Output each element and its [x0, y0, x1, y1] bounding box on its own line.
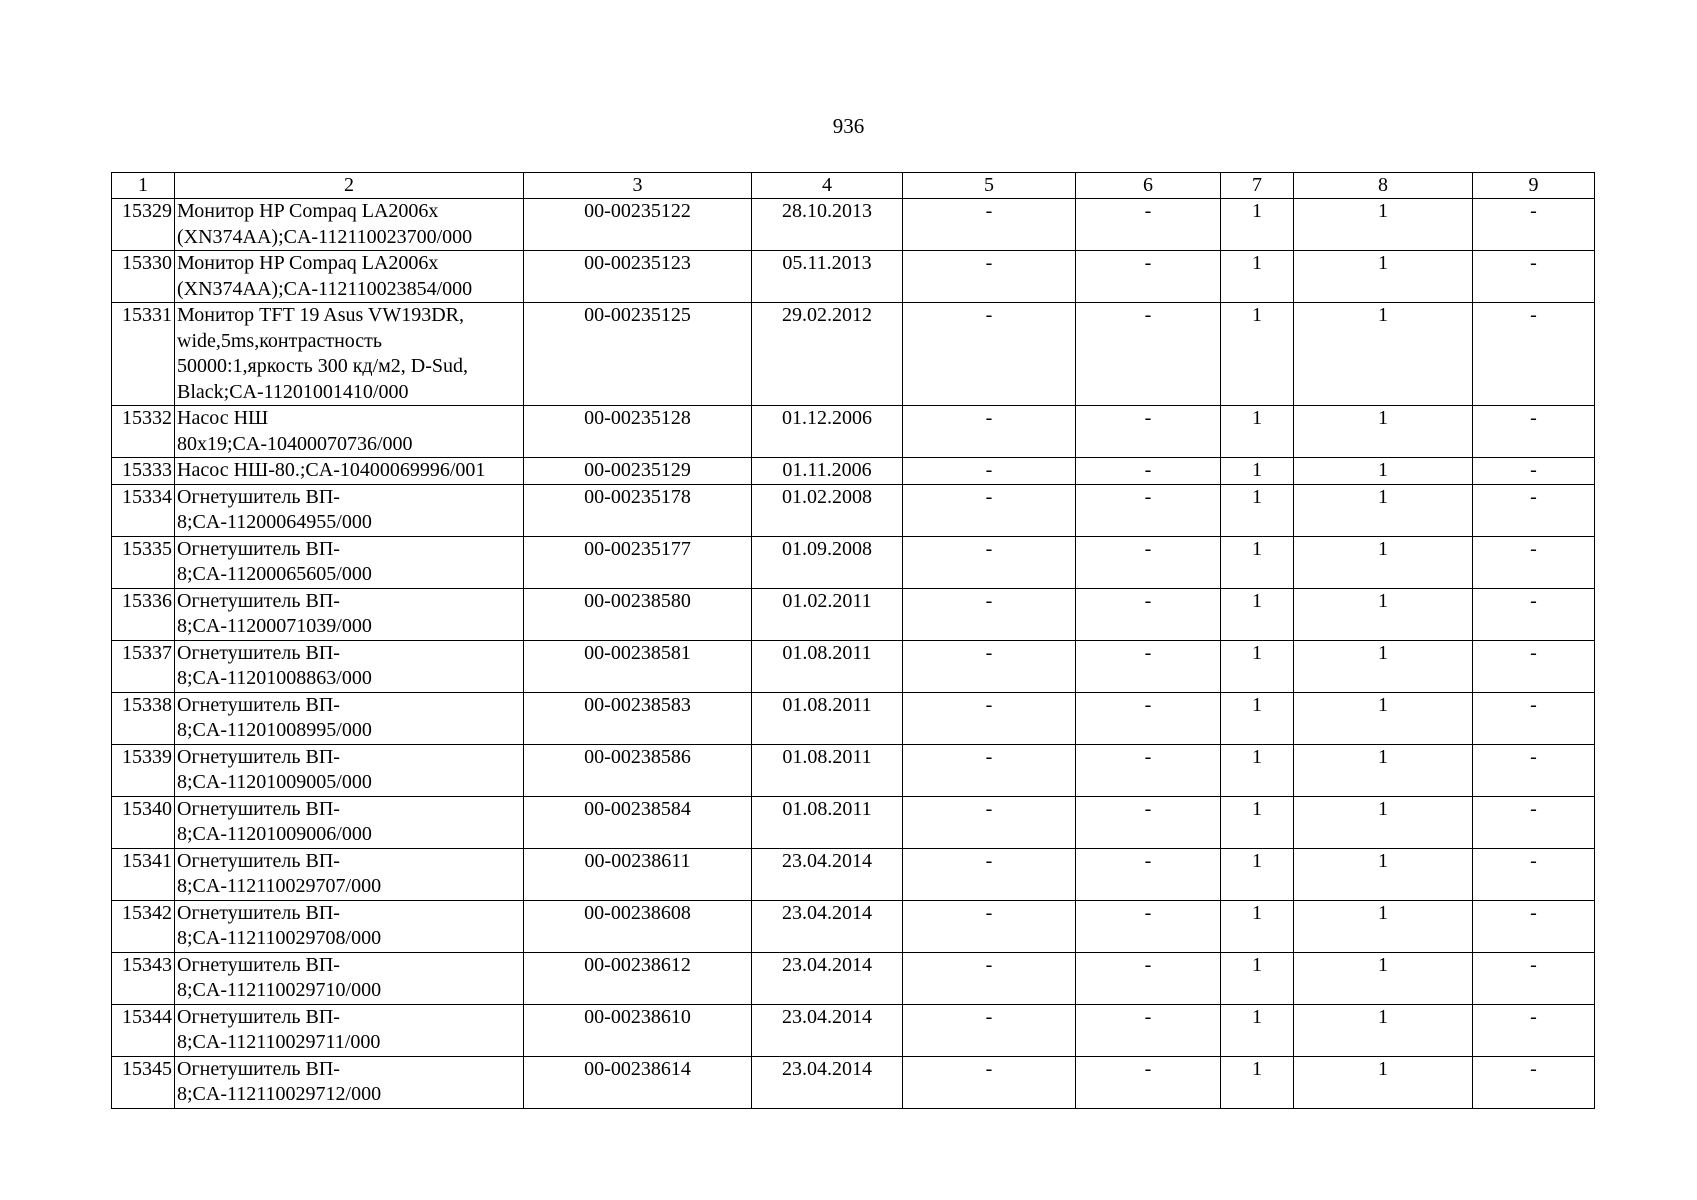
col8-cell: 1 — [1294, 848, 1473, 900]
col8-cell: 1 — [1294, 484, 1473, 536]
col9-cell: - — [1473, 406, 1595, 458]
item-name-cell: Огнетушитель ВП- 8;CA-11201008995/000 — [175, 692, 524, 744]
table-row — [112, 952, 1595, 1004]
col5-cell: - — [903, 588, 1076, 640]
table-row — [112, 796, 1595, 848]
item-name-cell: Огнетушитель ВП- 8;CA-112110029712/000 — [175, 1056, 524, 1108]
col9-cell: - — [1473, 484, 1595, 536]
col8-cell: 1 — [1294, 744, 1473, 796]
col8-cell: 1 — [1294, 588, 1473, 640]
col6-cell: - — [1076, 848, 1221, 900]
inventory-code-cell: 00-00238614 — [524, 1056, 752, 1108]
column-header: 8 — [1294, 173, 1473, 199]
col7-cell: 1 — [1221, 1004, 1294, 1056]
col9-cell: - — [1473, 199, 1595, 251]
col9-cell: - — [1473, 900, 1595, 952]
col8-cell: 1 — [1294, 251, 1473, 303]
date-cell: 23.04.2014 — [752, 900, 903, 952]
row-number-cell: 15342 — [112, 900, 175, 952]
inventory-code-cell: 00-00238608 — [524, 900, 752, 952]
date-cell: 23.04.2014 — [752, 1056, 903, 1108]
table-row — [112, 640, 1595, 692]
row-number-cell: 15330 — [112, 251, 175, 303]
col6-cell: - — [1076, 744, 1221, 796]
date-cell: 23.04.2014 — [752, 1004, 903, 1056]
row-number-cell: 15345 — [112, 1056, 175, 1108]
col7-cell: 1 — [1221, 640, 1294, 692]
row-number-cell: 15343 — [112, 952, 175, 1004]
item-name-cell: Насос НШ-80.;CA-10400069996/001 — [175, 458, 524, 485]
column-header: 1 — [112, 173, 175, 199]
col8-cell: 1 — [1294, 406, 1473, 458]
row-number-cell: 15329 — [112, 199, 175, 251]
date-cell: 01.08.2011 — [752, 640, 903, 692]
date-cell: 01.11.2006 — [752, 458, 903, 485]
col6-cell: - — [1076, 251, 1221, 303]
date-cell: 05.11.2013 — [752, 251, 903, 303]
row-number-cell: 15340 — [112, 796, 175, 848]
col8-cell: 1 — [1294, 640, 1473, 692]
table-row — [112, 199, 1595, 251]
table-row — [112, 458, 1595, 485]
page-number: 936 — [832, 114, 865, 138]
col9-cell: - — [1473, 251, 1595, 303]
col8-cell: 1 — [1294, 796, 1473, 848]
date-cell: 01.09.2008 — [752, 536, 903, 588]
col6-cell: - — [1076, 952, 1221, 1004]
col9-cell: - — [1473, 536, 1595, 588]
column-header: 3 — [524, 173, 752, 199]
column-header: 9 — [1473, 173, 1595, 199]
col7-cell: 1 — [1221, 458, 1294, 485]
col9-cell: - — [1473, 952, 1595, 1004]
date-cell: 01.02.2008 — [752, 484, 903, 536]
row-number-cell: 15336 — [112, 588, 175, 640]
col6-cell: - — [1076, 1056, 1221, 1108]
inventory-code-cell: 00-00238611 — [524, 848, 752, 900]
row-number-cell: 15334 — [112, 484, 175, 536]
col7-cell: 1 — [1221, 796, 1294, 848]
inventory-code-cell: 00-00235123 — [524, 251, 752, 303]
col6-cell: - — [1076, 588, 1221, 640]
table-row — [112, 406, 1595, 458]
inventory-code-cell: 00-00238586 — [524, 744, 752, 796]
table-row — [112, 744, 1595, 796]
col5-cell: - — [903, 303, 1076, 406]
inventory-code-cell: 00-00238612 — [524, 952, 752, 1004]
col6-cell: - — [1076, 1004, 1221, 1056]
item-name-cell: Насос НШ 80x19;CA-10400070736/000 — [175, 406, 524, 458]
column-header: 4 — [752, 173, 903, 199]
col7-cell: 1 — [1221, 536, 1294, 588]
row-number-cell: 15341 — [112, 848, 175, 900]
item-name-cell: Огнетушитель ВП- 8;CA-11201009005/000 — [175, 744, 524, 796]
inventory-code-cell: 00-00235125 — [524, 303, 752, 406]
item-name-cell: Огнетушитель ВП- 8;CA-11200071039/000 — [175, 588, 524, 640]
col8-cell: 1 — [1294, 199, 1473, 251]
item-name-cell: Огнетушитель ВП- 8;CA-11200065605/000 — [175, 536, 524, 588]
item-name-cell: Монитор HP Compaq LA2006x (XN374AA);CA-112110023700/000 — [175, 199, 524, 251]
col8-cell: 1 — [1294, 1004, 1473, 1056]
col8-cell: 1 — [1294, 692, 1473, 744]
asset-table — [111, 172, 1595, 1109]
item-name-cell: Огнетушитель ВП- 8;CA-112110029707/000 — [175, 848, 524, 900]
inventory-code-cell: 00-00235178 — [524, 484, 752, 536]
header-row — [112, 173, 1595, 199]
date-cell: 01.12.2006 — [752, 406, 903, 458]
col8-cell: 1 — [1294, 536, 1473, 588]
row-number-cell: 15332 — [112, 406, 175, 458]
col7-cell: 1 — [1221, 406, 1294, 458]
item-name-cell: Огнетушитель ВП- 8;CA-11200064955/000 — [175, 484, 524, 536]
table-row — [112, 692, 1595, 744]
inventory-code-cell: 00-00235129 — [524, 458, 752, 485]
col5-cell: - — [903, 640, 1076, 692]
col9-cell: - — [1473, 848, 1595, 900]
col9-cell: - — [1473, 303, 1595, 406]
col7-cell: 1 — [1221, 692, 1294, 744]
table-row — [112, 1056, 1595, 1108]
column-header: 5 — [903, 173, 1076, 199]
column-header: 6 — [1076, 173, 1221, 199]
col8-cell: 1 — [1294, 458, 1473, 485]
inventory-code-cell: 00-00238610 — [524, 1004, 752, 1056]
col5-cell: - — [903, 536, 1076, 588]
col5-cell: - — [903, 900, 1076, 952]
col7-cell: 1 — [1221, 1056, 1294, 1108]
col7-cell: 1 — [1221, 744, 1294, 796]
col5-cell: - — [903, 692, 1076, 744]
row-number-cell: 15331 — [112, 303, 175, 406]
col5-cell: - — [903, 952, 1076, 1004]
inventory-code-cell: 00-00235122 — [524, 199, 752, 251]
col5-cell: - — [903, 458, 1076, 485]
inventory-code-cell: 00-00238584 — [524, 796, 752, 848]
inventory-code-cell: 00-00235177 — [524, 536, 752, 588]
col6-cell: - — [1076, 692, 1221, 744]
col9-cell: - — [1473, 1004, 1595, 1056]
col9-cell: - — [1473, 744, 1595, 796]
inventory-code-cell: 00-00238580 — [524, 588, 752, 640]
col5-cell: - — [903, 484, 1076, 536]
row-number-cell: 15344 — [112, 1004, 175, 1056]
date-cell: 23.04.2014 — [752, 848, 903, 900]
row-number-cell: 15335 — [112, 536, 175, 588]
col9-cell: - — [1473, 458, 1595, 485]
table-row — [112, 536, 1595, 588]
col9-cell: - — [1473, 692, 1595, 744]
date-cell: 01.08.2011 — [752, 796, 903, 848]
col7-cell: 1 — [1221, 900, 1294, 952]
column-header: 7 — [1221, 173, 1294, 199]
table-body — [112, 199, 1595, 1109]
column-header: 2 — [175, 173, 524, 199]
col8-cell: 1 — [1294, 900, 1473, 952]
col7-cell: 1 — [1221, 251, 1294, 303]
table-row — [112, 484, 1595, 536]
row-number-cell: 15339 — [112, 744, 175, 796]
inventory-code-cell: 00-00238581 — [524, 640, 752, 692]
table-row — [112, 303, 1595, 406]
col6-cell: - — [1076, 536, 1221, 588]
col5-cell: - — [903, 744, 1076, 796]
col7-cell: 1 — [1221, 848, 1294, 900]
item-name-cell: Огнетушитель ВП- 8;CA-11201008863/000 — [175, 640, 524, 692]
col9-cell: - — [1473, 588, 1595, 640]
inventory-code-cell: 00-00235128 — [524, 406, 752, 458]
col5-cell: - — [903, 848, 1076, 900]
date-cell: 01.08.2011 — [752, 692, 903, 744]
item-name-cell: Огнетушитель ВП- 8;CA-112110029711/000 — [175, 1004, 524, 1056]
col5-cell: - — [903, 251, 1076, 303]
col6-cell: - — [1076, 406, 1221, 458]
table-row — [112, 848, 1595, 900]
item-name-cell: Огнетушитель ВП- 8;CA-112110029710/000 — [175, 952, 524, 1004]
col5-cell: - — [903, 796, 1076, 848]
col6-cell: - — [1076, 640, 1221, 692]
date-cell: 23.04.2014 — [752, 952, 903, 1004]
table-row — [112, 588, 1595, 640]
col7-cell: 1 — [1221, 952, 1294, 1004]
date-cell: 29.02.2012 — [752, 303, 903, 406]
table-row — [112, 251, 1595, 303]
inventory-code-cell: 00-00238583 — [524, 692, 752, 744]
item-name-cell: Монитор TFT 19 Asus VW193DR, wide,5ms,контрастность 50000:1,яркость 300 кд/м2, D-Sud, Black;CA-11201001410/000 — [175, 303, 524, 406]
col9-cell: - — [1473, 1056, 1595, 1108]
table-row — [112, 1004, 1595, 1056]
col5-cell: - — [903, 1056, 1076, 1108]
col5-cell: - — [903, 199, 1076, 251]
date-cell: 01.02.2011 — [752, 588, 903, 640]
col6-cell: - — [1076, 199, 1221, 251]
item-name-cell: Монитор HP Compaq LA2006x (XN374AA);CA-112110023854/000 — [175, 251, 524, 303]
col7-cell: 1 — [1221, 588, 1294, 640]
col6-cell: - — [1076, 303, 1221, 406]
col7-cell: 1 — [1221, 484, 1294, 536]
col6-cell: - — [1076, 796, 1221, 848]
col7-cell: 1 — [1221, 303, 1294, 406]
row-number-cell: 15337 — [112, 640, 175, 692]
col6-cell: - — [1076, 458, 1221, 485]
col6-cell: - — [1076, 900, 1221, 952]
col7-cell: 1 — [1221, 199, 1294, 251]
date-cell: 01.08.2011 — [752, 744, 903, 796]
col9-cell: - — [1473, 796, 1595, 848]
col5-cell: - — [903, 406, 1076, 458]
col8-cell: 1 — [1294, 1056, 1473, 1108]
item-name-cell: Огнетушитель ВП- 8;CA-11201009006/000 — [175, 796, 524, 848]
row-number-cell: 15338 — [112, 692, 175, 744]
row-number-cell: 15333 — [112, 458, 175, 485]
col6-cell: - — [1076, 484, 1221, 536]
date-cell: 28.10.2013 — [752, 199, 903, 251]
col5-cell: - — [903, 1004, 1076, 1056]
col8-cell: 1 — [1294, 303, 1473, 406]
item-name-cell: Огнетушитель ВП- 8;CA-112110029708/000 — [175, 900, 524, 952]
col9-cell: - — [1473, 640, 1595, 692]
col8-cell: 1 — [1294, 952, 1473, 1004]
table-row — [112, 900, 1595, 952]
